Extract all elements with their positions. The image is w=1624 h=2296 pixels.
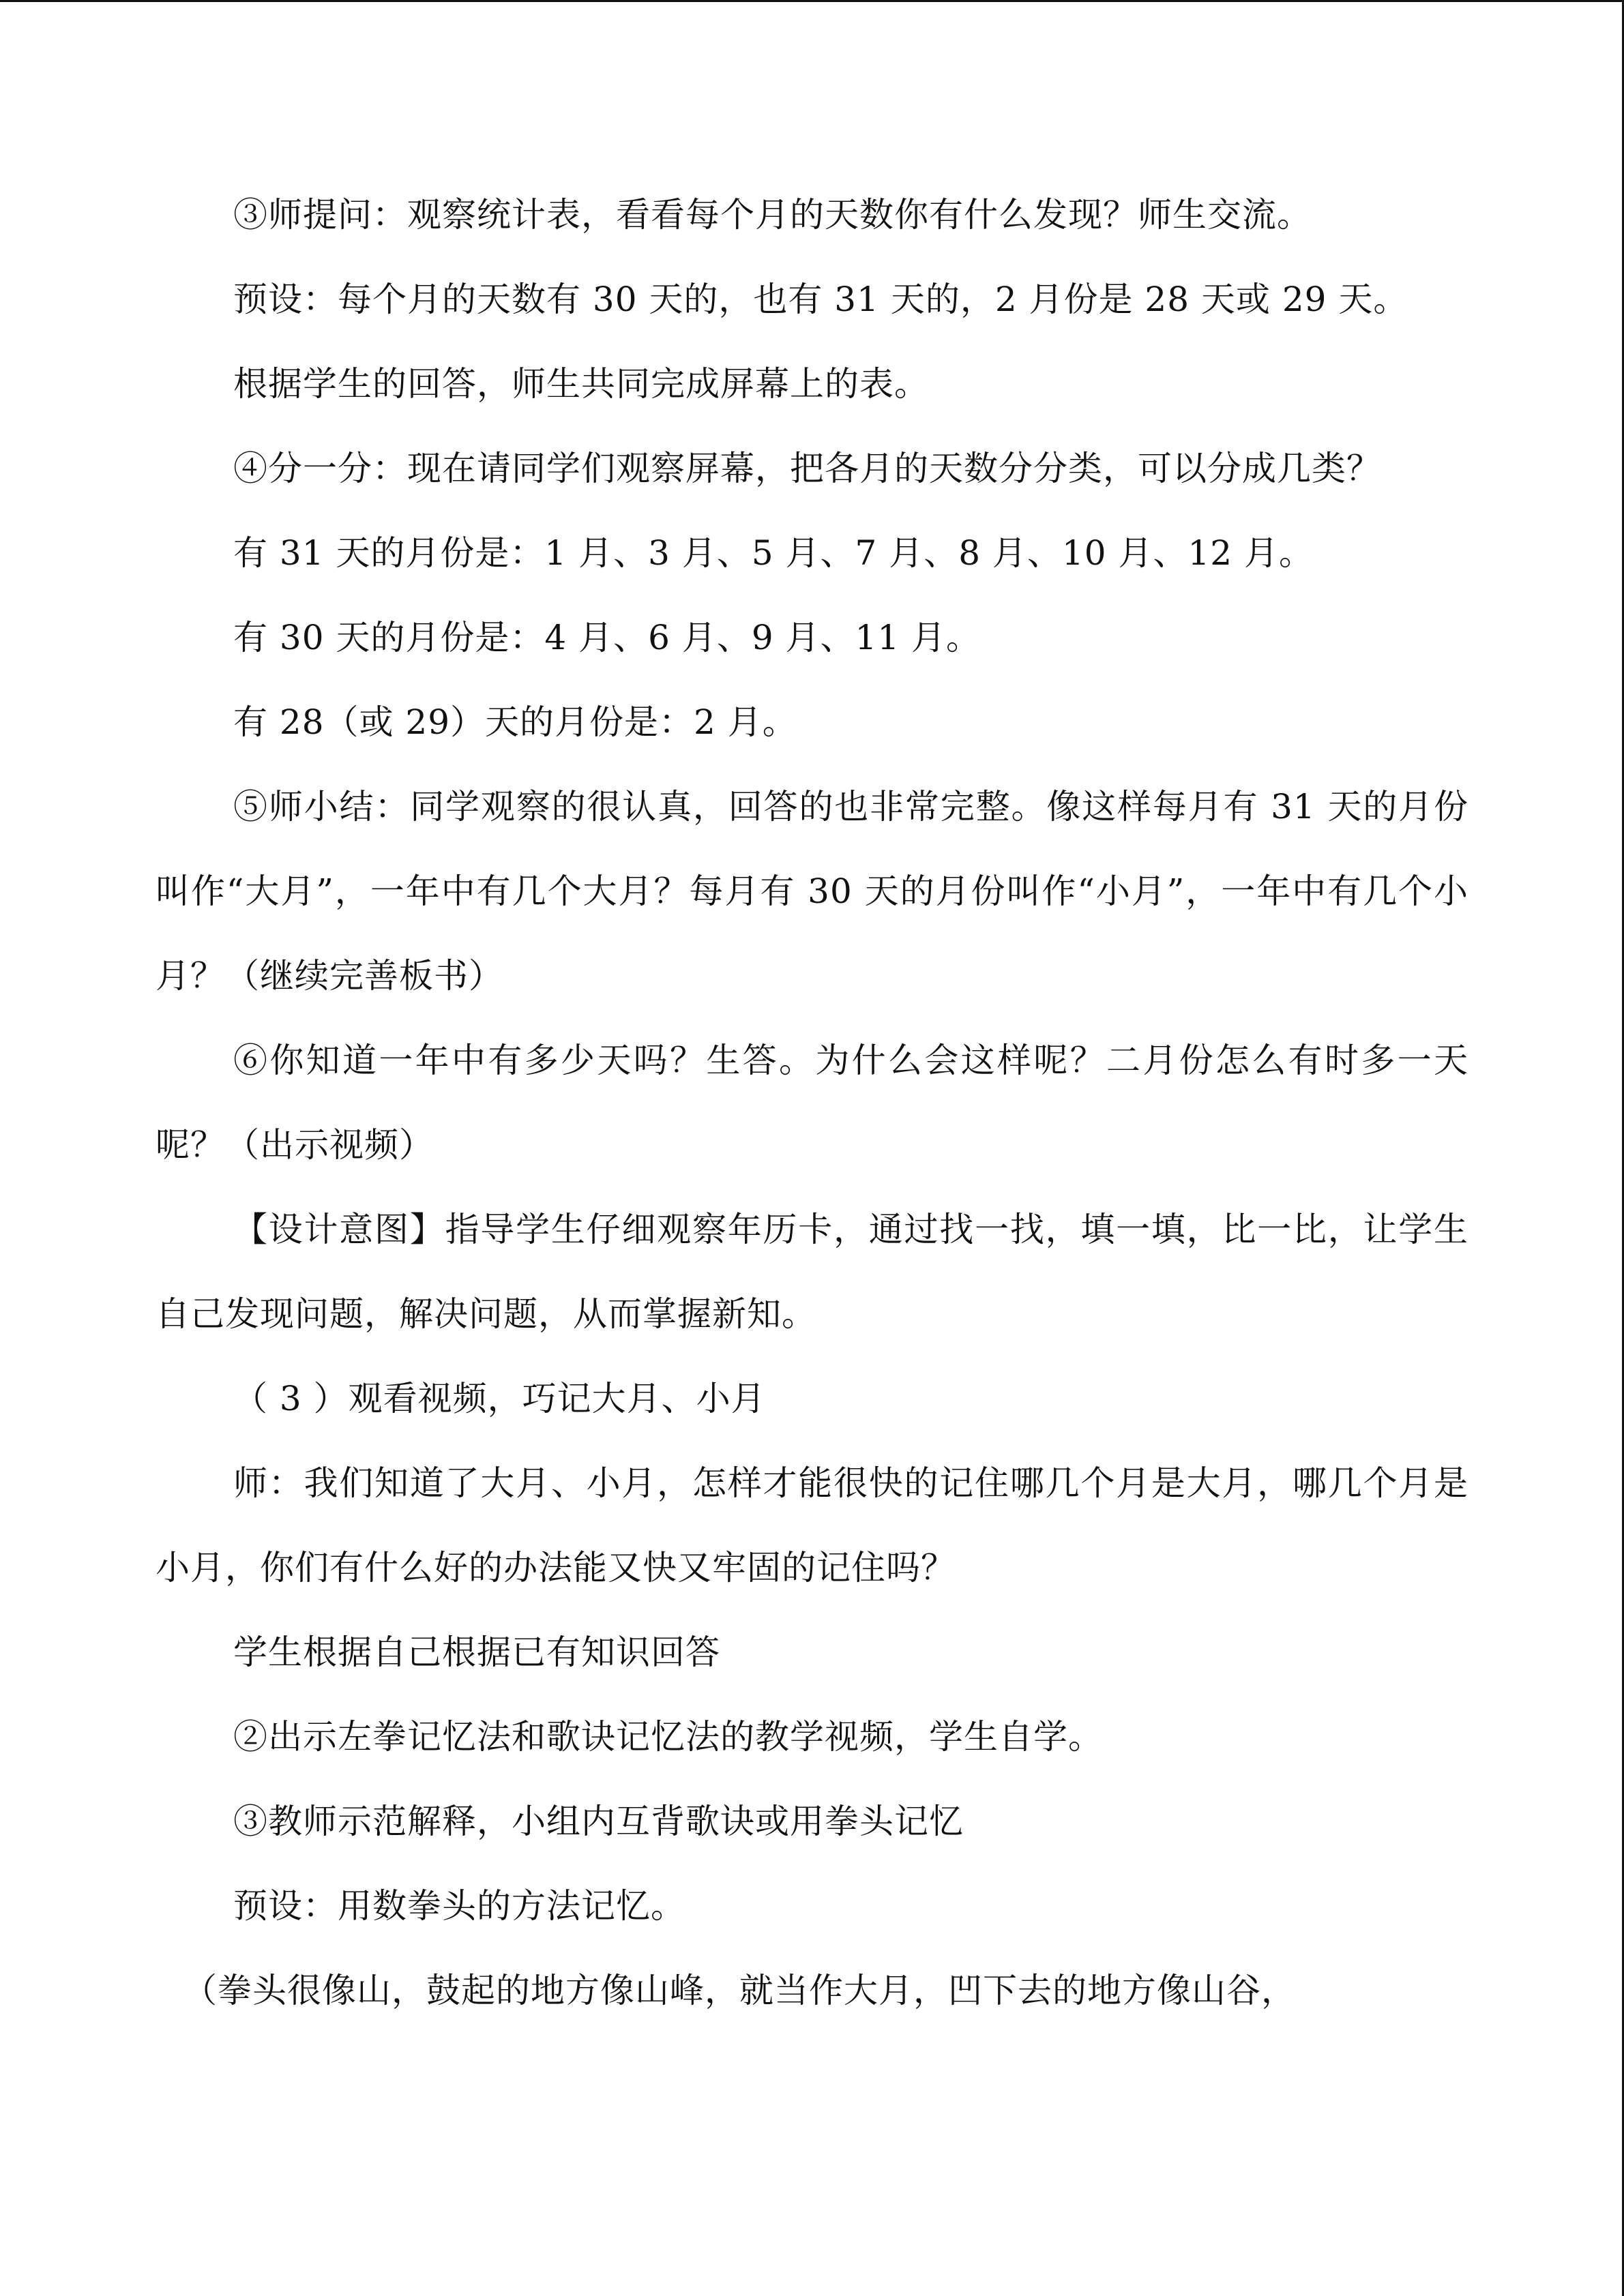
paragraph-days-in-year: ⑥你知道一年中有多少天吗？生答。为什么会这样呢？二月份怎么有时多一天呢？（出示视频） xyxy=(156,1041,1468,1165)
paragraph-show-video: ②出示左拳记忆法和歌诀记忆法的教学视频，学生自学。 xyxy=(233,1717,1103,1757)
paragraph-teacher-demo: ③教师示范解释，小组内互背歌诀或用拳头记忆 xyxy=(233,1802,964,1841)
paragraph-teacher-summary: ⑤师小结：同学观察的很认真，回答的也非常完整。像这样每月有 31 天的月份叫作“大月”，一年中有几个大月？每月有 30 天的月份叫作“小月”，一年中有几个小月？（继续完善板书） xyxy=(156,787,1468,996)
document-body xyxy=(156,173,1468,2033)
paragraph-fist-explanation: （拳头很像山，鼓起的地方像山峰，就当作大月，凹下去的地方像山谷， xyxy=(183,1971,1296,2010)
paragraph-preset-days: 预设：每个月的天数有 30 天的，也有 31 天的，2 月份是 28 天或 29 天。 xyxy=(233,280,1408,319)
paragraph-complete-table: 根据学生的回答，师生共同完成屏幕上的表。 xyxy=(233,364,929,404)
paragraph-student-answer: 学生根据自己根据已有知识回答 xyxy=(233,1632,720,1672)
paragraph-watch-video-heading: （ 3 ）观看视频，巧记大月、小月 xyxy=(233,1379,766,1418)
paragraph-february: 有 28（或 29）天的月份是：2 月。 xyxy=(233,702,797,742)
paragraph-design-intent: 【设计意图】指导学生仔细观察年历卡，通过找一找，填一填，比一比，让学生自己发现问题，解决问题，从而掌握新知。 xyxy=(156,1210,1468,1334)
paragraph-preset-fist: 预设：用数拳头的方法记忆。 xyxy=(233,1886,685,1926)
paragraph-31-day-months: 有 31 天的月份是：1 月、3 月、5 月、7 月、8 月、10 月、12 月。 xyxy=(233,533,1314,573)
paragraph-classify-months: ④分一分：现在请同学们观察屏幕，把各月的天数分分类，可以分成几类？ xyxy=(233,449,1381,488)
paragraph-teacher-remember-method: 师：我们知道了大月、小月，怎样才能很快的记住哪几个月是大月，哪几个月是小月，你们有什么好的办法能又快又牢固的记住吗？ xyxy=(156,1463,1468,1587)
paragraph-question-observe-table: ③师提问：观察统计表，看看每个月的天数你有什么发现？师生交流。 xyxy=(233,195,1312,235)
paragraph-30-day-months: 有 30 天的月份是：4 月、6 月、9 月、11 月。 xyxy=(233,618,981,657)
